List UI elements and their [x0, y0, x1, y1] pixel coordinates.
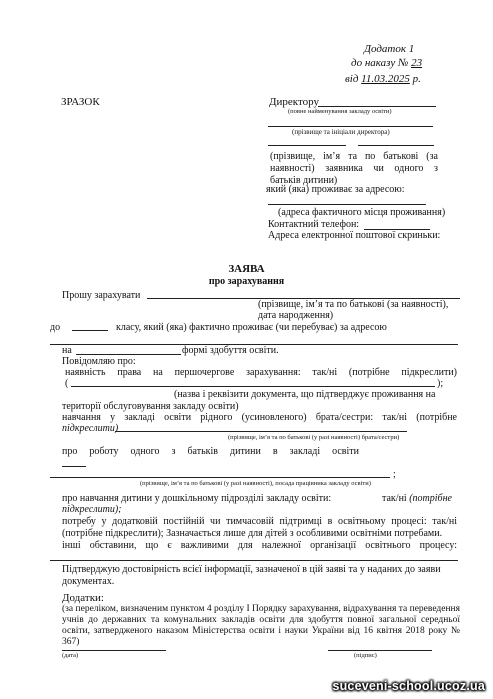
director-caption: (прізвище та ініціали директора): [292, 128, 390, 136]
order-date: 11.03.2025: [361, 73, 410, 85]
on-label: на: [62, 345, 72, 356]
child-caption-2: дата народження): [258, 310, 334, 321]
preschool-yes-no: так/ні (потрібне: [382, 493, 452, 504]
parent-short-line: [62, 466, 86, 467]
date-caption: (дата): [62, 652, 79, 659]
applicant-line-left: [268, 145, 346, 146]
signature-line: [328, 650, 432, 651]
director-label: Директору: [269, 96, 319, 108]
other-line: [50, 560, 458, 561]
document-subtitle: про зарахування: [208, 276, 285, 287]
email-label: Адреса електронної поштової скриньки:: [268, 230, 441, 241]
document-title: ЗАЯВА: [228, 263, 265, 275]
sample-label: ЗРАЗОК: [61, 96, 100, 108]
preschool-text: про навчання дитини у дошкільному підрозділі закладу освіти:: [62, 493, 332, 504]
grade-do: до: [50, 322, 61, 333]
support-text-2: (потрібне підкреслити); Зазначається лише для дітей з особливими освітніми потребами.: [62, 528, 443, 539]
site-watermark: suceveni-school.ucoz.ua: [332, 679, 485, 693]
sibling-text-1: навчання у закладі освіти рідного (усиновленого) брата/сестри: так/ні (потрібне: [62, 412, 457, 423]
applicant-line-right: [358, 145, 434, 146]
director-name-line: [268, 126, 433, 127]
support-text-1: потребу у додатковій постійній чи тимчасовій підтримці в освітньому процесі: так/ні: [62, 516, 457, 527]
resides-label: який (яка) проживає за адресою:: [266, 184, 405, 195]
grade-text: класу, який (яка) фактично проживає (чи перебуває) за адресою: [116, 322, 387, 333]
sibling-text-2: підкреслити): [62, 423, 119, 434]
sibling-caption: (прізвище, ім’я та по батькові (у разі наявності) брата/сестри): [228, 434, 400, 441]
parent-name-line: [50, 477, 390, 478]
school-name-line: [318, 106, 436, 107]
parent-caption: (прізвище, ім’я та по батькові (у разі наявності), посада працівника закладу освіти): [140, 480, 371, 487]
phone-label: Контактний телефон:: [268, 219, 360, 230]
annex-line-3: від 11.03.2025 р.: [345, 73, 421, 85]
annex-line-2: до наказу № 23: [351, 57, 423, 69]
request-label: Прошу зарахувати: [62, 290, 141, 301]
priority-open: (: [65, 378, 69, 389]
confirm-text: Підтверджую достовірність всієї інформації, зазначеної в цій заяві та у наданих до заяви документах.: [62, 564, 441, 587]
education-form-line: [76, 354, 181, 355]
date-line: [62, 650, 166, 651]
child-caption-1: (прізвище, ім’я та по батькові (за наявності),: [258, 299, 449, 310]
annex-line-1: Додаток 1: [364, 43, 415, 55]
priority-text: наявність права на першочергове зарахування: так/ні (потрібне підкреслити): [65, 367, 457, 378]
order-number: 23: [411, 57, 423, 69]
notify-label: Повідомляю про:: [62, 356, 136, 367]
priority-document-line: [71, 386, 435, 387]
other-circumstances-text: інші обставини, що є важливими для належної організації освітнього процесу:: [62, 540, 457, 551]
document-caption: (назва і реквізити документа, що підтверджує проживання на території обслуговування закладу освіти): [62, 389, 436, 412]
attachments-title: Додатки:: [62, 592, 104, 604]
address-line: [268, 204, 426, 205]
priority-close: );: [437, 378, 444, 389]
sibling-name-line: [115, 431, 407, 432]
attachments-text: (за переліком, визначеним пунктом 4 розділу І Порядку зарахування, відрахування та переведення учнів до державних та комунальних закладів освіти для здобуття повної загальної середньої освіти, затвердженого наказом Міністерства освіти і науки України від 16 квітня 2018 року № 367): [62, 604, 460, 647]
grade-line: [72, 330, 108, 331]
school-caption: (повне найменування закладу освіти): [288, 108, 392, 115]
parent-semicolon: ;: [393, 469, 396, 480]
preschool-text-2: підкреслити);: [62, 504, 122, 515]
signature-caption: (підпис): [354, 652, 377, 659]
applicant-caption: (прізвище, ім’я та по батькові (за наявності) заявника чи одного з батьків дитини): [270, 151, 438, 186]
education-form-text: формі здобуття освіти.: [182, 345, 279, 356]
parent-work-text: про роботу одного з батьків дитини в закладі освіти: [62, 446, 359, 457]
address-caption: (адреса фактичного місця проживання): [278, 207, 446, 218]
